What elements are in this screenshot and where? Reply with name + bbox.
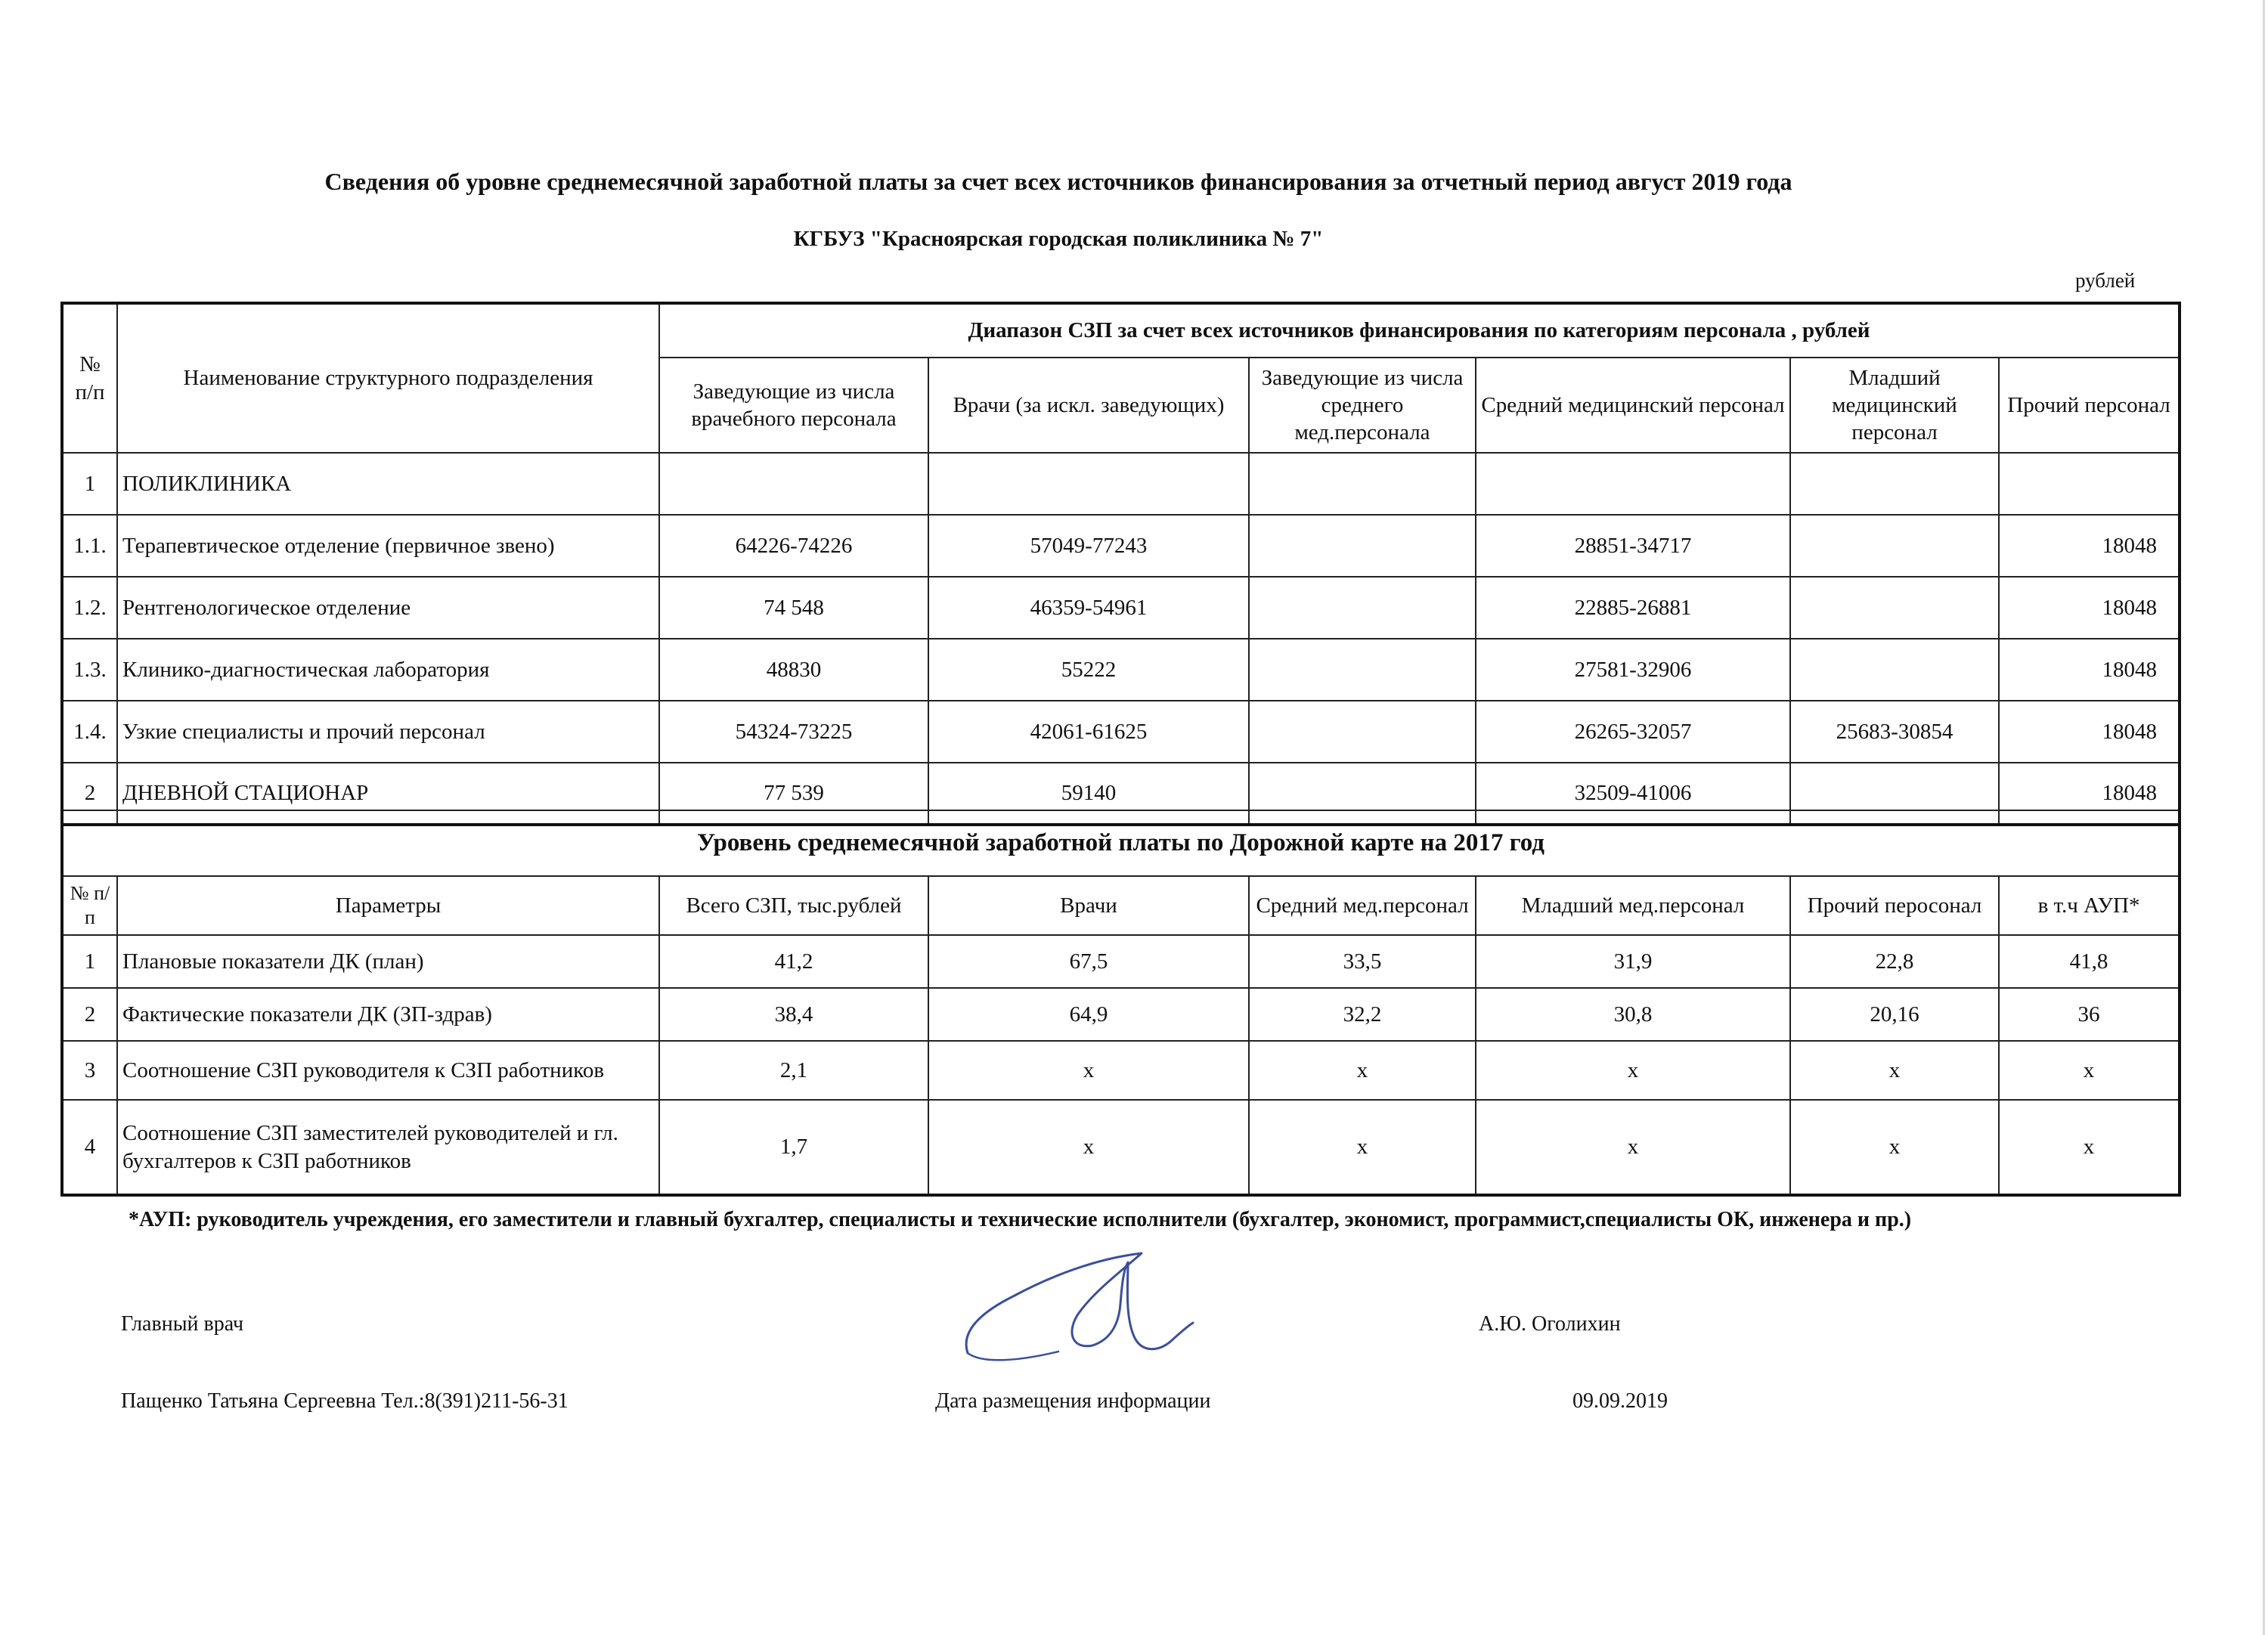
row-num: 2 [62,988,117,1041]
document-title: Сведения об уровне среднемесячной заработной платы за счет всех источников финансирования за отчетный период август 2019 года [324,168,1792,195]
cell [1790,639,1999,701]
cell: 18048 [1999,515,2180,577]
col-header-total: Всего СЗП, тыс.рублей [659,876,928,935]
signer-role: Главный врач [121,1312,244,1336]
cell: х [928,1100,1249,1195]
row-num: 4 [62,1100,117,1195]
col-header-params: Параметры [117,876,659,935]
cell: 20,16 [1790,988,1999,1041]
cell: 22,8 [1790,935,1999,988]
cell [1249,453,1476,515]
row-name: Рентгенологическое отделение [117,577,659,639]
cell [928,453,1249,515]
row-name: Терапевтическое отделение (первичное звено) [117,515,659,577]
cell: 25683-30854 [1790,701,1999,763]
row-name: ПОЛИКЛИНИКА [117,453,659,515]
cell: 36 [1999,988,2180,1041]
cell: 67,5 [928,935,1249,988]
row-name: Плановые показатели ДК (план) [117,935,659,988]
sub-header-nurses: Средний медицинский персонал [1476,358,1790,453]
salary-range-table [60,302,2181,826]
table-row [62,1041,2180,1100]
col-header-aup: в т.ч АУП* [1999,876,2180,935]
row-num: 1.1. [62,515,117,577]
col-header-name: Наименование структурного подразделения [117,303,659,453]
col-header-doctors: Врачи [928,876,1249,935]
cell: 41,8 [1999,935,2180,988]
cell: 48830 [659,639,928,701]
cell: х [1249,1041,1476,1100]
table-row [62,577,2180,639]
cell: 28851-34717 [1476,515,1790,577]
row-num: 3 [62,1041,117,1100]
cell: 31,9 [1476,935,1790,988]
cell: 26265-32057 [1476,701,1790,763]
organization-name: КГБУЗ "Красноярская городская поликлиника № 7" [793,227,1324,251]
aup-footnote: *АУП: руководитель учреждения, его заместители и главный бухгалтер, специалисты и технические исполнители (бухгалтер, экономист, программист,специалисты ОК, инженера и пр.) [129,1208,1912,1231]
cell [1790,453,1999,515]
sub-header-junior-staff: Младший медицинский персонал [1790,358,1999,453]
sub-header-doctors: Врачи (за искл. заведующих) [928,358,1249,453]
cell: 57049-77243 [928,515,1249,577]
row-num: 2 [62,763,117,825]
row-name: Узкие специалисты и прочий персонал [117,701,659,763]
cell: 30,8 [1476,988,1790,1041]
cell: х [1249,1100,1476,1195]
cell: 1,7 [659,1100,928,1195]
table2-band-row [62,810,2180,876]
cell: 59140 [928,763,1249,825]
cell: 38,4 [659,988,928,1041]
row-name: Соотношение СЗП руководителя к СЗП работников [117,1041,659,1100]
cell: х [928,1041,1249,1100]
cell [1790,515,1999,577]
range-group-header: Диапазон СЗП за счет всех источников финансирования по категориям персонала , рублей [659,303,2180,358]
page-edge [2263,0,2265,1635]
sub-header-heads-doctors: Заведующие из числа врачебного персонала [659,358,928,453]
sub-header-heads-nurses: Заведующие из числа среднего мед.персонала [1249,358,1476,453]
row-num: 1.4. [62,701,117,763]
cell: 74 548 [659,577,928,639]
row-num: 1.2. [62,577,117,639]
cell: 32509-41006 [1476,763,1790,825]
cell: 18048 [1999,701,2180,763]
col-header-num: № п/п [62,876,117,935]
row-name: ДНЕВНОЙ СТАЦИОНАР [117,763,659,825]
roadmap-band-title: Уровень среднемесячной заработной платы по Дорожной карте на 2017 год [62,810,2180,876]
cell: 55222 [928,639,1249,701]
row-num: 1.3. [62,639,117,701]
cell: 18048 [1999,577,2180,639]
row-name: Фактические показатели ДК (ЗП-здрав) [117,988,659,1041]
cell [1790,577,1999,639]
cell [1249,515,1476,577]
cell: 2,1 [659,1041,928,1100]
cell [1249,577,1476,639]
cell: 42061-61625 [928,701,1249,763]
contact-person: Пащенко Татьяна Сергеевна Тел.:8(391)211-56-31 [121,1389,569,1413]
cell: х [1476,1041,1790,1100]
row-num: 1 [62,935,117,988]
cell: 22885-26881 [1476,577,1790,639]
cell: х [1476,1100,1790,1195]
sub-header-other-staff: Прочий персонал [1999,358,2180,453]
cell [1999,453,2180,515]
cell: х [1999,1041,2180,1100]
cell [659,453,928,515]
cell: 41,2 [659,935,928,988]
cell: 27581-32906 [1476,639,1790,701]
col-header-other: Прочий перосонал [1790,876,1999,935]
col-header-num: № п/п [62,303,117,453]
cell: 18048 [1999,763,2180,825]
cell: 54324-73225 [659,701,928,763]
date-label: Дата размещения информации [935,1389,1211,1413]
table-row [62,701,2180,763]
table-row [62,639,2180,701]
row-num: 1 [62,453,117,515]
cell [1249,701,1476,763]
col-header-nurses: Средний мед.персонал [1249,876,1476,935]
table-row [62,453,2180,515]
table1-header-row-1 [62,303,2180,358]
cell: 32,2 [1249,988,1476,1041]
table-row [62,935,2180,988]
cell: 18048 [1999,639,2180,701]
row-name: Клинико-диагностическая лаборатория [117,639,659,701]
table2-header-row [62,876,2180,935]
table-row [62,988,2180,1041]
cell [1249,639,1476,701]
cell: 64,9 [928,988,1249,1041]
row-name: Соотношение СЗП заместителей руководителей и гл. бухгалтеров к СЗП работников [117,1100,659,1195]
cell: 33,5 [1249,935,1476,988]
cell: 46359-54961 [928,577,1249,639]
signer-name: А.Ю. Оголихин [1479,1312,1621,1336]
roadmap-salary-table [60,810,2181,1197]
cell: 64226-74226 [659,515,928,577]
handwritten-signature [953,1240,1202,1376]
date-value: 09.09.2019 [1572,1389,1668,1413]
cell [1476,453,1790,515]
cell: 77 539 [659,763,928,825]
table-row [62,515,2180,577]
units-label: рублей [2075,269,2136,292]
cell: х [1999,1100,2180,1195]
col-header-junior: Младший мед.персонал [1476,876,1790,935]
cell: х [1790,1100,1999,1195]
cell: х [1790,1041,1999,1100]
table-row [62,1100,2180,1195]
